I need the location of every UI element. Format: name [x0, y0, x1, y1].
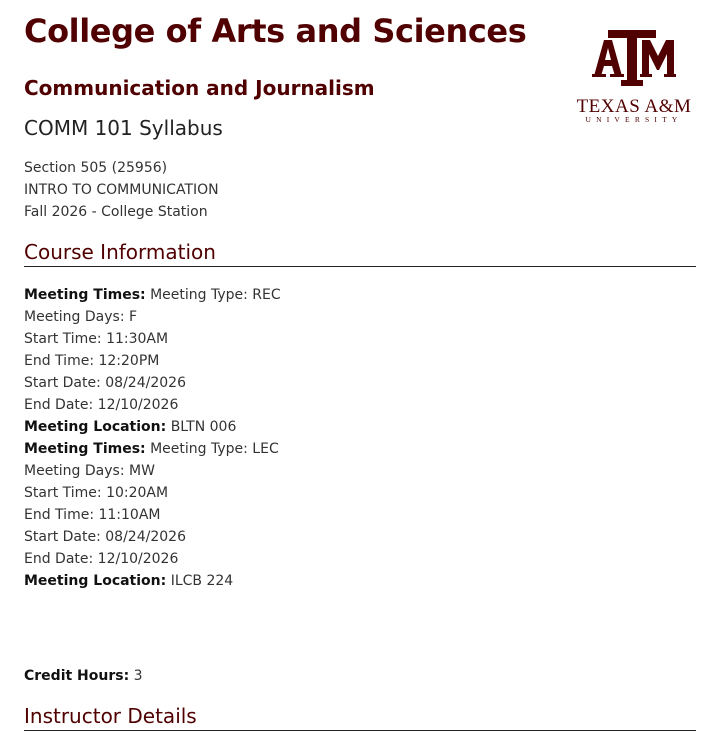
meeting-info-list [24, 284, 281, 592]
meeting-location-label: Meeting Location: [24, 573, 167, 589]
department-title: Communication and Journalism [24, 76, 375, 100]
section-number: Section 505 (25956) [24, 160, 168, 176]
credit-hours-value: 3 [133, 668, 143, 684]
meeting-times-line [24, 284, 281, 306]
instructor-details-heading: Instructor Details [24, 703, 696, 731]
start-date: Start Date: 08/24/2026 [24, 529, 186, 545]
course-information-heading: Course Information [24, 239, 696, 267]
meeting-days: Meeting Days: MW [24, 463, 155, 479]
college-title: College of Arts and Sciences [24, 12, 527, 50]
credit-hours-line [24, 665, 143, 687]
end-date: End Date: 12/10/2026 [24, 397, 179, 413]
course-term: Fall 2026 - College Station [24, 204, 208, 220]
syllabus-title: COMM 101 Syllabus [24, 116, 223, 140]
meeting-type: Meeting Type: LEC [150, 441, 279, 457]
meeting-times-line [24, 438, 281, 460]
start-time: Start Time: 11:30AM [24, 331, 169, 347]
meeting-times-label: Meeting Times: [24, 441, 146, 457]
logo-subtext: UNIVERSITY [585, 115, 683, 124]
meeting-days: Meeting Days: F [24, 309, 138, 325]
course-name: INTRO TO COMMUNICATION [24, 182, 219, 198]
logo-wordmark: TEXAS A&M [576, 96, 692, 117]
credit-hours-label: Credit Hours: [24, 668, 130, 684]
course-summary [24, 157, 219, 223]
meeting-location: ILCB 224 [170, 573, 234, 589]
start-date: Start Date: 08/24/2026 [24, 375, 186, 391]
meeting-location: BLTN 006 [170, 419, 237, 435]
meeting-type: Meeting Type: REC [150, 287, 281, 303]
meeting-location-line [24, 416, 281, 438]
end-time: End Time: 12:20PM [24, 353, 160, 369]
meeting-location-line [24, 570, 281, 592]
end-date: End Date: 12/10/2026 [24, 551, 179, 567]
meeting-times-label: Meeting Times: [24, 287, 146, 303]
meeting-location-label: Meeting Location: [24, 419, 167, 435]
end-time: End Time: 11:10AM [24, 507, 161, 523]
start-time: Start Time: 10:20AM [24, 485, 169, 501]
tamu-logo [570, 26, 698, 124]
